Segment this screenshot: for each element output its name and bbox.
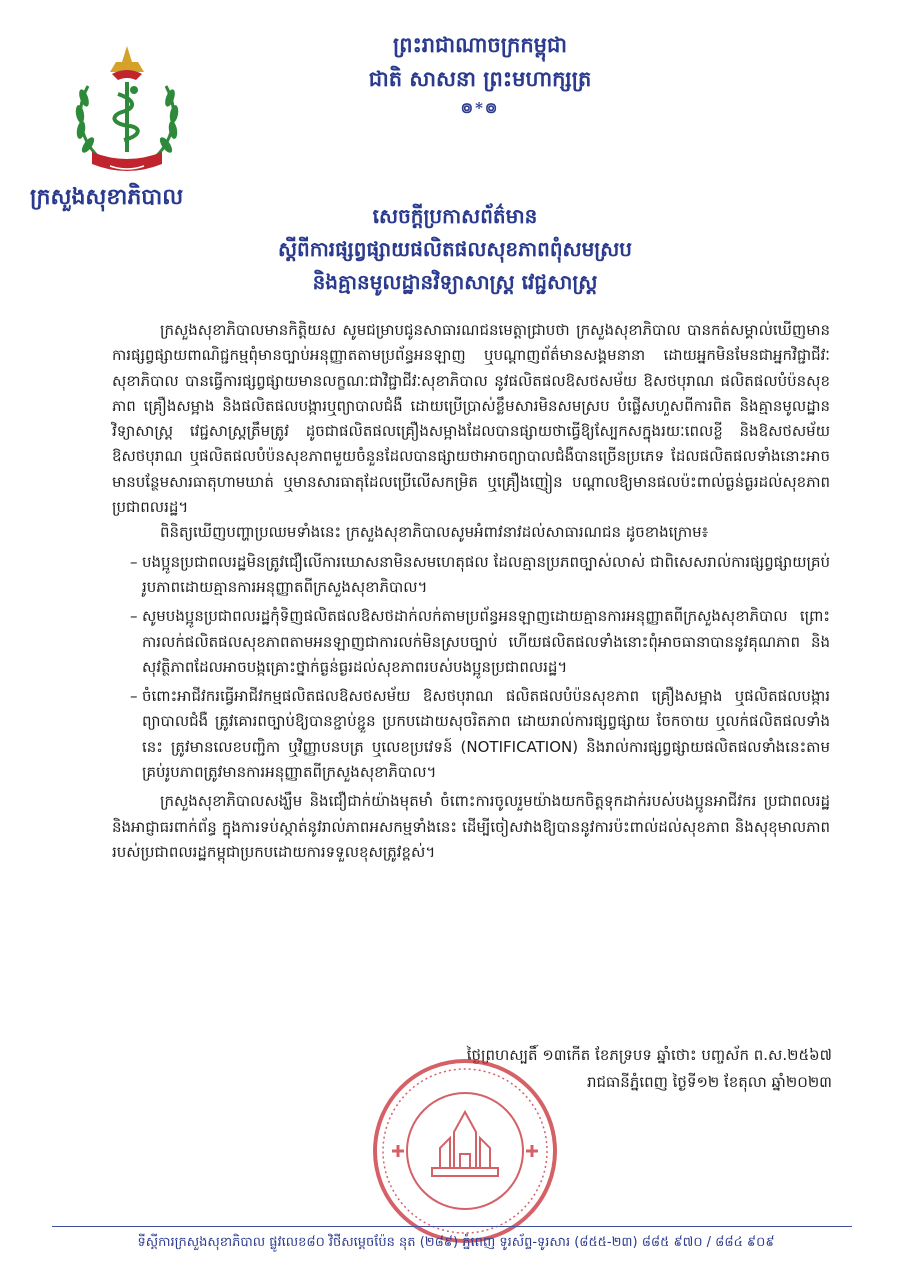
ministry-name: ក្រសួងសុខាភិបាល <box>30 184 184 210</box>
appeal-list <box>112 550 830 786</box>
announcement-body <box>112 318 830 865</box>
appeal-item-text: ចំពោះអាជីវករធ្វើអាជីវកម្មផលិតផលឱសថសម័យ ឱសថបុរាណ ផលិតផលបំប៉នសុខភាព គ្រឿងសម្អាង ឬផលិតផលបង្ការព្យាបាលជំងឺ ត្រូវគោរពច្បាប់ឱ្យបានខ្ជាប់ខ្ជួន ប្រកបដោយសុចរិតភាព ដោយរាល់ការផ្សព្វផ្សាយ ចែកចាយ ឬលក់ផលិតផលទាំងនេះ ត្រូវមានលេខបញ្ជិកា ឬវិញ្ញាបនបត្រ ឬលេខប្រវេទន៍ (NOTIFICATION) និងរាល់ការផ្សព្វផ្សាយផលិតផលទាំងនេះតាមគ្រប់រូបភាពត្រូវមានការអនុញ្ញាតពីក្រសួងសុខាភិបាល។ <box>142 687 830 782</box>
appeal-item <box>112 604 830 680</box>
title-line-3: និងគ្មានមូលដ្ឋានវិទ្យាសាស្ត្រ វេជ្ជសាស្ត្រ <box>312 270 598 294</box>
caduceus-icon <box>114 82 138 152</box>
bullet-dash: – <box>130 687 138 706</box>
national-motto: ជាតិ សាសនា ព្រះមហាក្សត្រ <box>368 66 592 91</box>
appeal-item-text: សូមបងប្អូនប្រជាពលរដ្ឋកុំទិញផលិតផលឱសថដាក់លក់តាមប្រព័ន្ធអនឡាញដោយគ្មានការអនុញ្ញាតពីក្រសួងសុខាភិបាល ព្រោះការលក់ផលិតផលសុខភាពតាមអនឡាញជាការលក់មិនស្របច្បាប់ ហើយផលិតផលទាំងនោះពុំអាចធានាបាននូវគុណភាព និងសុវត្ថិភាពដែលអាចបង្កគ្រោះថ្នាក់ធ្ងន់ធ្ងរដល់សុខភាពរបស់បងប្អូនប្រជាពលរដ្ឋ។ <box>142 607 830 676</box>
ministry-logo <box>62 42 192 182</box>
footer-address: ទីស្តីការក្រសួងសុខាភិបាល ផ្លូវលេខ៨០ វិថីសម្តេចប៉ែន នុត (២៨៩) ភ្នំពេញ ទូរស័ព្ទ-ទូរសារ (៨៥៥-២៣) ៨៨៥ ៩៧០ / ៨៨៤ ៩០៩ <box>137 1235 775 1250</box>
paragraph-intro: ក្រសួងសុខាភិបាលមានកិត្តិយស សូមជម្រាបជូនសាធារណជនមេត្តាជ្រាបថា ក្រសួងសុខាភិបាល បានកត់សម្គាល់ឃើញមានការផ្សព្វផ្សាយពាណិជ្ជកម្មពុំមានច្បាប់អនុញ្ញាតតាមប្រព័ន្ធអនឡាញ ឬបណ្តាញព័ត៌មានសង្គមនានា ដោយអ្នកមិនមែនជាអ្នកវិជ្ជាជីវៈសុខាភិបាល បានធ្វើការផ្សព្វផ្សាយមានលក្ខណៈជាវិជ្ជាជីវៈសុខាភិបាល នូវផលិតផលឱសថសម័យ ឱសថបុរាណ ផលិតផលបំប៉នសុខភាព គ្រឿងសម្អាង និងផលិតផលបង្ការឬព្យាបាលជំងឺ ដោយប្រើប្រាស់ខ្លឹមសារមិនសមស្រប បំផ្លើសហួសពីការពិត និងគ្មានមូលដ្ឋានវិទ្យាសាស្ត្រ វេជ្ជសាស្ត្រត្រឹមត្រូវ ដូចជាផលិតផលគ្រឿងសម្អាងដែលបានផ្សាយថាធ្វើឱ្យស្បែកសក្នុងរយៈពេលខ្លី និងឱសថសម័យ ឱសថបុរាណ ឬផលិតផលបំប៉នសុខភាពមួយចំនួនដែលបានផ្សាយថាអាចព្យាបាលជំងឺបានច្រើនប្រភេទ ដែលផលិតផលទាំងនោះអាចមានបន្ថែមសារធាតុហាមឃាត់ ឬមានសារធាតុដែលប្រើលើសកម្រិត ឬគ្រឿងញៀន បណ្តាលឱ្យមានផលប៉ះពាល់ធ្ងន់ធ្ងរដល់សុខភាពប្រជាពលរដ្ឋ។ <box>112 321 830 517</box>
bullet-dash: – <box>130 607 138 626</box>
temple-icon <box>432 1112 498 1176</box>
official-seal <box>370 1056 560 1246</box>
solar-date: រាជធានីភ្នំពេញ ថ្ងៃទី១២ ខែតុលា ឆ្នាំ២០២៣ <box>586 1073 832 1091</box>
seal-cross-right <box>526 1145 538 1157</box>
kingdom-title: ព្រះរាជាណាចក្រកម្ពុជា <box>392 32 567 57</box>
header-ornament: ៙*៙ <box>460 99 500 117</box>
footer-divider <box>52 1226 852 1227</box>
appeal-item <box>112 684 830 785</box>
announcement-title <box>175 200 735 299</box>
logo-banner <box>92 152 162 171</box>
seal-cross-left <box>392 1145 404 1157</box>
appeal-item <box>112 550 830 601</box>
paragraph-closing: ក្រសួងសុខាភិបាលសង្ឃឹម និងជឿជាក់យ៉ាងមុតមាំ ចំពោះការចូលរួមយ៉ាងយកចិត្តទុកដាក់របស់បងប្អូនអាជីវករ ប្រជាពលរដ្ឋ និងអាជ្ញាធរពាក់ព័ន្ធ ក្នុងការទប់ស្កាត់នូវរាល់ភាពអសកម្មទាំងនេះ ដើម្បីចៀសវាងឱ្យបាននូវការប៉ះពាល់ដល់សុខភាព និងសុខុមាលភាពរបស់ប្រជាពលរដ្ឋកម្ពុជាប្រកបដោយការទទួលខុសត្រូវខ្ពស់។ <box>112 792 830 861</box>
lunar-date: ថ្ងៃព្រហស្បតិ៍ ១៣កើត ខែភទ្របទ ឆ្នាំថោះ បញ្ចស័ក ព.ស.២៥៦៧ <box>466 1046 832 1064</box>
title-line-2: ស្តីពីការផ្សព្វផ្សាយផលិតផលសុខភាពពុំសមស្រប <box>277 237 632 261</box>
paragraph-appeal: ពិនិត្យឃើញបញ្ហាប្រឈមទាំងនេះ ក្រសួងសុខាភិបាលសូមអំពាវនាវដល់សាធារណជន ដូចខាងក្រោម៖ <box>160 523 709 542</box>
appeal-item-text: បងប្អូនប្រជាពលរដ្ឋមិនត្រូវជឿលើការឃោសនាមិនសមហេតុផល ដែលគ្មានប្រភពច្បាស់លាស់ ជាពិសេសរាល់ការផ្សព្វផ្សាយគ្រប់រូបភាពដោយគ្មានការអនុញ្ញាតពីក្រសួងសុខាភិបាល។ <box>142 552 830 596</box>
bullet-dash: – <box>130 552 138 571</box>
crown-icon <box>110 46 144 80</box>
laurel-left <box>74 86 102 160</box>
kingdom-header <box>290 28 670 120</box>
laurel-right <box>152 86 180 160</box>
title-line-1: សេចក្តីប្រកាសព័ត៌មាន <box>372 204 538 228</box>
